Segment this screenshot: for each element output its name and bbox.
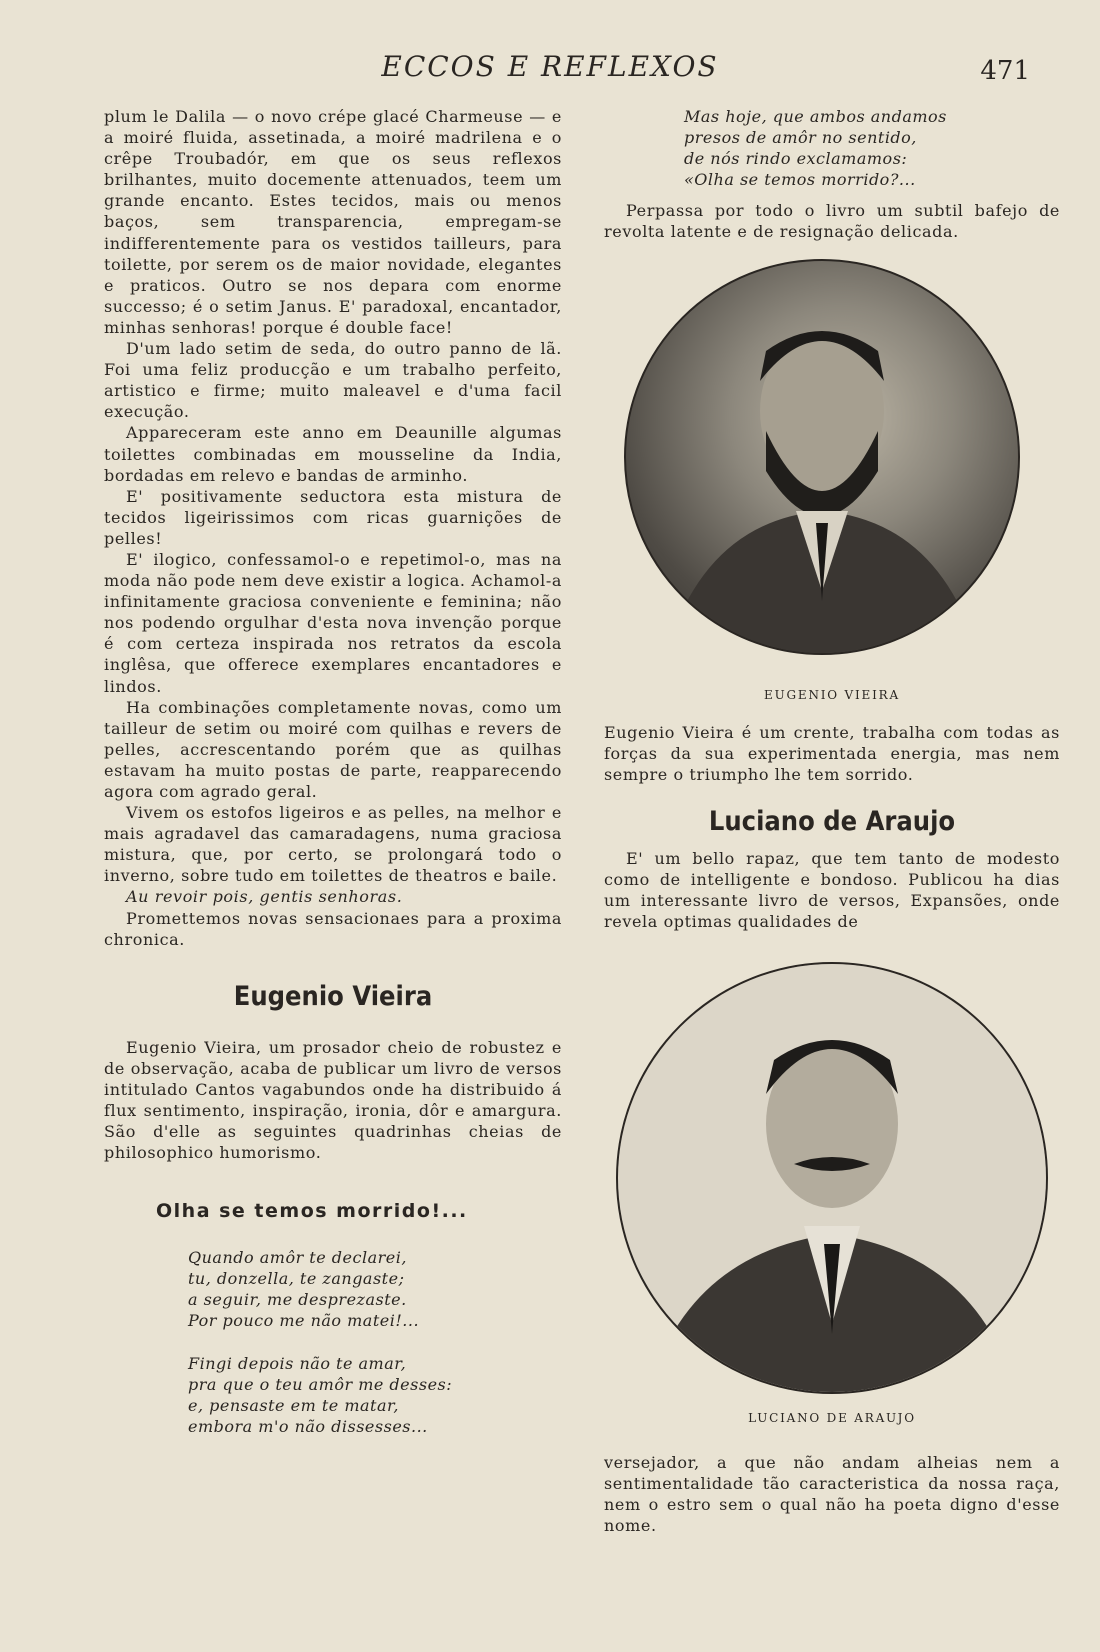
eugenio-vieira-heading: Eugenio Vieira <box>233 980 433 1012</box>
poem-line: Por pouco me não matei!... <box>188 1310 420 1330</box>
portrait-figure <box>618 964 1046 1392</box>
fashion-paragraph: D'um lado setim de seda, do outro panno de lã. Foi uma feliz producção e um trabalho perfeito, artistico e firme; muito maleavel e d'uma facil execução. <box>104 339 562 422</box>
poem-stanza-2 <box>188 1353 562 1437</box>
poem-line: pra que o teu amôr me desses: <box>188 1374 453 1394</box>
poem-line: embora m'o não dissesses... <box>188 1417 428 1437</box>
poem-line: de nós rindo exclamamos: <box>684 149 908 169</box>
luciano-de-araujo-portrait <box>616 962 1048 1394</box>
poem-title: Olha se temos morrido!... <box>156 1200 468 1223</box>
fashion-paragraph: E' positivamente seductora esta mistura de tecidos ligeirissimos com ricas guarnições de pelles! <box>104 486 562 548</box>
poem-line: a seguir, me desprezaste. <box>188 1289 407 1309</box>
luciano-de-araujo-caption: LUCIANO DE ARAUJO <box>748 1411 916 1426</box>
fashion-paragraph: Ha combinações completamente novas, como um tailleur de setim ou moiré com quilhas e revers de pelles, accrescentando porém que as quilhas estavam ha muito postas de parte, reapparecendo agora com agrado geral. <box>104 697 562 801</box>
poem-commentary: Perpassa por todo o livro um subtil bafejo de revolta latente e de resignação delicada. <box>604 201 1060 242</box>
fashion-paragraph: Au revoir pois, gentis senhoras. <box>126 887 403 907</box>
poem-stanza-1 <box>188 1247 562 1331</box>
luciano-de-araujo-text: E' um bello rapaz, que tem tanto de modesto como de intelligente e bondoso. Publicou ha dias um interessante livro de versos, Expansões, onde revela optimas qualidades de <box>604 849 1060 932</box>
poem-line: Fingi depois não te amar, <box>188 1353 407 1373</box>
luciano-de-araujo-heading: Luciano de Araujo <box>708 805 956 837</box>
luciano-de-araujo-text-continued: versejador, a que não andam alheias nem a sentimentalidade tão caracteristica da nossa raça, nem o estro sem o qual não ha poeta digno d'esse nome. <box>604 1452 1060 1535</box>
page-number: 471 <box>980 56 1030 86</box>
poem-line: tu, donzella, te zangaste; <box>188 1268 405 1288</box>
portrait-figure <box>626 261 1018 653</box>
poem-line: Quando amôr te declarei, <box>188 1247 407 1267</box>
left-column <box>104 106 562 1437</box>
eugenio-vieira-intro: Eugenio Vieira, um prosador cheio de robustez e de observação, acaba de publicar um livro de versos intitulado Cantos vagabundos onde ha distribuido á flux sentimento, inspiração, ironia, dôr e amargura. São d'elle as seguintes quadrinhas cheias de philosophico humorismo. <box>104 1037 562 1163</box>
fashion-paragraph: Vivem os estofos ligeiros e as pelles, na melhor e mais agradavel das camaradagens, numa graciosa mistura, que, por certo, se prolongará todo o inverno, sobre tudo em toilettes de theatros e baile. <box>104 803 562 886</box>
poem-line: e, pensaste em te matar, <box>188 1396 399 1416</box>
eugenio-vieira-bio: Eugenio Vieira é um crente, trabalha com todas as forças da sua experimentada energia, mas nem sempre o triumpho lhe tem sorrido. <box>604 722 1060 784</box>
poem-line: Mas hoje, que ambos andamos <box>684 107 947 126</box>
poem-line: «Olha se temos morrido?... <box>684 170 916 190</box>
poem-line: presos de amôr no sentido, <box>684 128 917 148</box>
fashion-paragraph: E' ilogico, confessamol-o e repetimol-o, mas na moda não pode nem deve existir a logica. Achamol-a infinitamente graciosa conveniente e feminina; não nos podendo orgulhar d'esta nova invenção porque é com certeza inspirada nos retratos da escola inglêsa, que offerece exemplares encantadores e lindos. <box>104 549 562 696</box>
right-column <box>604 106 1060 1536</box>
eugenio-vieira-portrait <box>624 259 1020 655</box>
eugenio-vieira-caption: EUGENIO VIEIRA <box>764 687 900 702</box>
fashion-paragraph: plum le Dalila — o novo crépe glacé Charmeuse — e a moiré fluida, assetinada, a moiré madrilena e o crêpe Troubadór, em que os seus reflexos brilhantes, muito docemente attenuados, teem um grande encanto. Estes tecidos, mais ou menos baços, sem transparencia, empregam-se indifferentemente para os vestidos tailleurs, para toilette, por serem os de maior novidade, elegantes e praticos. Outro se nos depara com enorme successo; é o setim Janus. E' paradoxal, encantador, minhas senhoras! porque é double face! <box>104 107 562 337</box>
poem-stanza-3 <box>684 106 1060 190</box>
fashion-paragraph: Promettemos novas sensacionaes para a proxima chronica. <box>104 908 562 949</box>
fashion-paragraph: Appareceram este anno em Deaunille algumas toilettes combinadas em mousseline da India, bordadas em relevo e bandas de arminho. <box>104 423 562 485</box>
running-title: ECCOS E REFLEXOS <box>381 50 719 83</box>
